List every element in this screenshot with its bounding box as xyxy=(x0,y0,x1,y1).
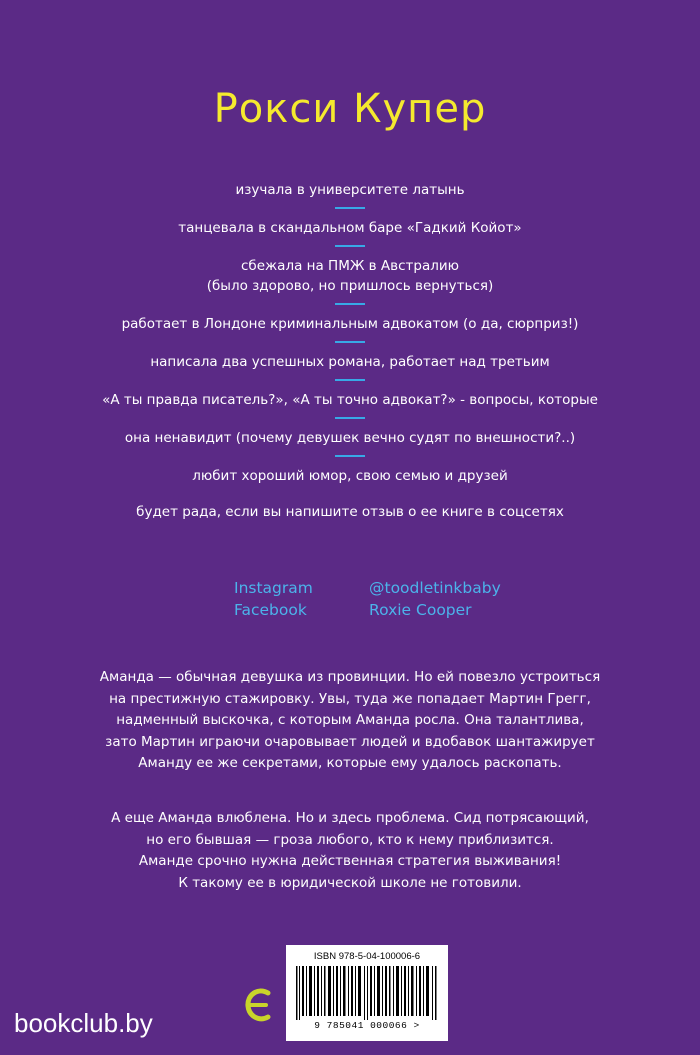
fact-line: танцевала в скандальном баре «Гадкий Койот» xyxy=(178,220,522,236)
divider xyxy=(335,379,365,381)
barcode-label xyxy=(286,945,448,1041)
fact-line: «А ты правда писатель?», «А ты точно адвокат?» - вопросы, которые xyxy=(102,392,598,408)
barcode-digits: 9 785041 000066 > xyxy=(314,1020,420,1031)
fact-item xyxy=(0,352,700,372)
watermark-text: bookclub.by xyxy=(14,1008,153,1038)
divider xyxy=(335,341,365,343)
synopsis-line: Аманда — обычная девушка из провинции. Но ей повезло устроиться xyxy=(99,669,601,685)
fact-item xyxy=(0,314,700,334)
synopsis-paragraph-2 xyxy=(80,808,620,894)
fact-line: изучала в университете латынь xyxy=(235,182,465,198)
divider xyxy=(335,303,365,305)
social-links xyxy=(234,577,554,621)
synopsis-line: Аманду ее же секретами, которые ему удалось раскопать. xyxy=(138,755,562,771)
divider xyxy=(335,417,365,419)
fact-item xyxy=(0,390,700,410)
divider xyxy=(335,207,365,209)
divider xyxy=(335,245,365,247)
fact-item xyxy=(0,428,700,448)
fact-line: работает в Лондоне криминальным адвокатом (о да, сюрприз!) xyxy=(121,316,579,332)
publisher-logo-icon xyxy=(244,985,272,1025)
barcode-icon xyxy=(294,966,440,1020)
fact-item xyxy=(0,180,700,200)
author-facts xyxy=(0,180,700,522)
social-network-label: Facebook xyxy=(234,601,307,619)
fact-item xyxy=(0,466,700,486)
social-handle[interactable]: Roxie Cooper xyxy=(369,601,472,619)
divider xyxy=(335,455,365,457)
synopsis-line: на престижную стажировку. Увы, туда же попадает Мартин Грегг, xyxy=(109,690,591,707)
synopsis-line: К такому ее в юридической школе не готовили. xyxy=(178,874,522,891)
social-row-instagram[interactable] xyxy=(234,577,554,599)
fact-line: будет рада, если вы напишите отзыв о ее книге в соцсетях xyxy=(136,504,564,520)
fact-line: написала два успешных романа, работает над третьим xyxy=(150,354,550,370)
synopsis-line: но его бывшая — гроза любого, кто к нему приблизится. xyxy=(146,831,554,848)
fact-item xyxy=(0,256,700,296)
synopsis-line: А еще Аманда влюблена. Но и здесь проблема. Сид потрясающий, xyxy=(111,810,589,826)
synopsis-line: надменный выскочка, с которым Аманда росла. Она талантлива, xyxy=(116,712,584,728)
fact-item xyxy=(0,218,700,238)
fact-line: сбежала на ПМЖ в Австралию xyxy=(240,258,460,274)
spacer xyxy=(0,486,700,502)
synopsis-paragraph-1 xyxy=(80,667,620,775)
fact-line: она ненавидит (почему девушек вечно судят по внешности?..) xyxy=(124,430,576,446)
fact-line: (было здорово, но пришлось вернуться) xyxy=(206,278,494,294)
synopsis-line: Аманде срочно нужна действенная стратегия выживания! xyxy=(138,853,562,869)
social-network-label: Instagram xyxy=(234,579,313,597)
social-handle[interactable]: @toodletinkbaby xyxy=(369,579,501,597)
synopsis-line: зато Мартин играючи очаровывает людей и вдобавок шантажирует xyxy=(105,733,595,750)
author-name: Рокси Купер xyxy=(213,86,487,132)
isbn-text: ISBN 978-5-04-100006-6 xyxy=(313,951,421,962)
social-row-facebook[interactable] xyxy=(234,599,554,621)
fact-line: любит хороший юмор, свою семью и друзей xyxy=(192,468,508,484)
